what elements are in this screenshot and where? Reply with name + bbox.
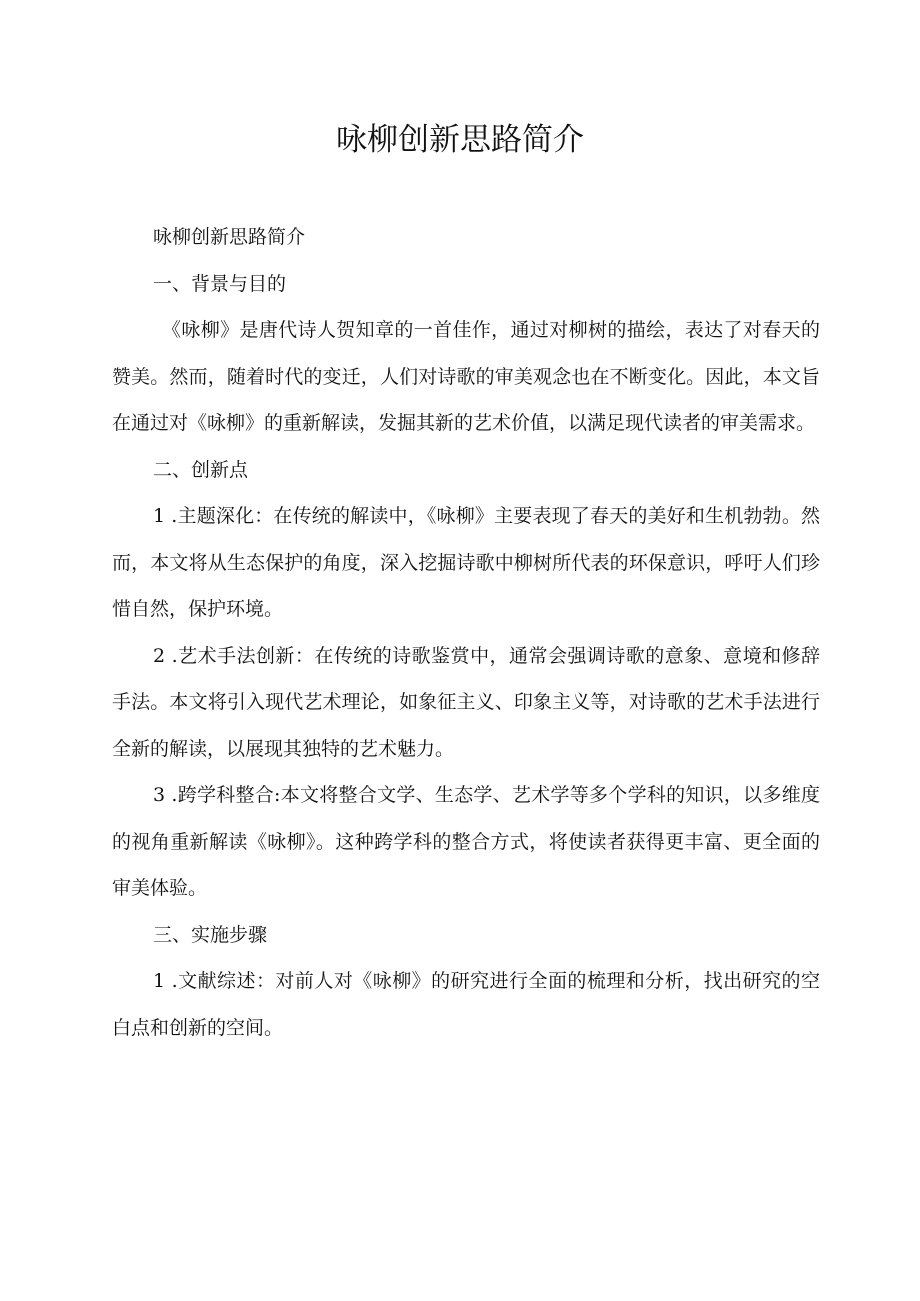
section-heading-innovations: 二、创新点	[153, 458, 249, 481]
paragraph-background: 《咏柳》是唐代诗人贺知章的一首佳作，通过对柳树的描绘，表达了对春天的赞美。然而，随着时代的变迁，人们对诗歌的审美观念也在不断变化。因此，本文旨在通过对《咏柳》的重新解读，发掘其新的艺术价值，以满足现代读者的审美需求。	[112, 319, 820, 434]
document-title: 咏柳创新思路简介	[336, 122, 584, 158]
section-heading-steps: 三、实施步骤	[153, 923, 268, 946]
document-body	[112, 214, 820, 1051]
section-heading-background: 一、背景与目的	[153, 272, 287, 295]
paragraph-innovation-2: 2 .艺术手法创新：在传统的诗歌鉴赏中，通常会强调诗歌的意象、意境和修辞手法。本文将引入现代艺术理论，如象征主义、印象主义等，对诗歌的艺术手法进行全新的解读，以展现其独特的艺术魅力。	[112, 644, 820, 760]
body-subtitle: 咏柳创新思路简介	[153, 226, 306, 248]
paragraph-innovation-1: 1 .主题深化：在传统的解读中，《咏柳》主要表现了春天的美好和生机勃勃。然而，本文将从生态保护的角度，深入挖掘诗歌中柳树所代表的环保意识，呼吁人们珍惜自然，保护环境。	[112, 505, 820, 620]
paragraph-step-1: 1 .文献综述：对前人对《咏柳》的研究进行全面的梳理和分析，找出研究的空白点和创新的空间。	[112, 970, 820, 1039]
paragraph-innovation-3: 3 .跨学科整合:本文将整合文学、生态学、艺术学等多个学科的知识，以多维度的视角重新解读《咏柳》。这种跨学科的整合方式，将使读者获得更丰富、更全面的审美体验。	[112, 784, 820, 899]
